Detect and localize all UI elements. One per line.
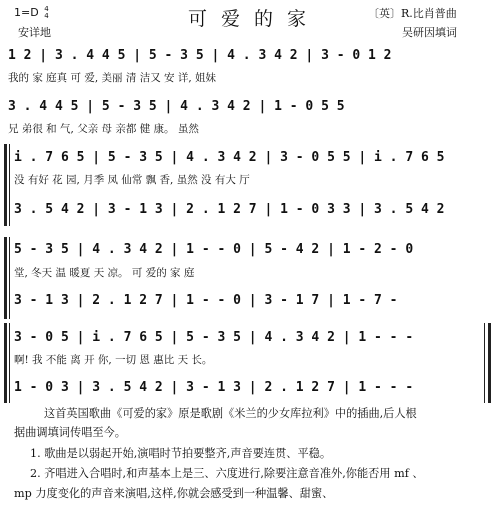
score-row-3b-notes: 3 . 5 4 2 | 3 - 1 3 | 2 . 1 2 7 | 1 - 0 3 3 | 3 . 5 4 2 [14,202,445,217]
key-signature [14,6,49,20]
note-paragraph-3-line-1: 2. 齐唱进入合唱时,和声基本上是三、六度进行,除要注意音准外,你能否用 mf 、 [30,467,424,480]
time-signature [44,6,48,20]
final-barline-thick [488,323,491,403]
time-denominator: 4 [44,12,49,20]
score-row-3-lyrics: 没 有好 花 园, 月季 凤 仙常 飘 香, 虽然 没 有大 厅 [14,174,250,186]
score-row-5b-notes: 1 - 0 3 | 3 . 5 4 2 | 3 - 1 3 | 2 . 1 2 7 | 1 - - - [14,380,414,395]
system-line-3 [9,323,10,403]
key-main: 1=D [14,6,39,19]
score-row-1-notes: 1 2 | 3 . 4 4 5 | 5 - 3 5 | 4 . 3 4 2 | 3 - 0 1 2 [8,48,392,63]
score-row-2-notes: 3 . 4 4 5 | 5 - 3 5 | 4 . 3 4 2 | 1 - 0 5 5 [8,99,345,114]
score-row-2-lyrics: 兄 弟很 和 气, 父亲 母 亲都 健 康。 虽然 [8,123,199,135]
song-title: 可爱的家 [188,8,321,30]
tempo-marking: 安详地 [18,26,51,39]
system-bracket-3 [4,323,7,403]
time-numerator: 4 [44,5,49,13]
system-line-1 [9,144,10,226]
score-row-5-lyrics: 啊! 我 不能 离 开 你, 一切 恩 惠比 天 长。 [14,354,213,366]
lyricist-credit: 吴研因填词 [402,26,457,39]
score-row-4-notes: 5 - 3 5 | 4 . 3 4 2 | 1 - - 0 | 5 - 4 2 | 1 - 2 - 0 [14,242,414,257]
note-paragraph-2: 1. 歌曲是以弱起开始,演唱时节拍要整齐,声音要连贯、平稳。 [30,447,332,460]
system-line-2 [9,237,10,319]
score-row-3-notes: i . 7 6 5 | 5 - 3 5 | 4 . 3 4 2 | 3 - 0 5 5 | i . 7 6 5 [14,150,445,165]
note-paragraph-1-line-1: 这首英国歌曲《可爱的家》原是歌剧《米兰的少女库拉利》中的插曲,后人根 [44,407,417,420]
system-bracket-1 [4,144,7,226]
score-row-1-lyrics: 我的 家 庭真 可 爱, 美丽 清 洁又 安 详, 姐妹 [8,72,217,84]
score-row-4-lyrics: 堂, 冬天 温 暖夏 天 凉。 可 爱的 家 庭 [14,267,195,279]
score-row-5-notes: 3 - 0 5 | i . 7 6 5 | 5 - 3 5 | 4 . 3 4 2 | 1 - - - [14,330,414,345]
score-row-4b-notes: 3 - 1 3 | 2 . 1 2 7 | 1 - - 0 | 3 - 1 7 | 1 - 7 - [14,293,398,308]
note-paragraph-3-line-2: mp 力度变化的声音来演唱,这样,你就会感受到一种温馨、甜蜜、 [14,487,334,500]
final-barline-thin [484,323,485,403]
note-paragraph-1-line-2: 据曲调填词传唱至今。 [14,426,126,439]
composer-credit: 〔英〕R.比肖普曲 [368,7,457,20]
system-bracket-2 [4,237,7,319]
